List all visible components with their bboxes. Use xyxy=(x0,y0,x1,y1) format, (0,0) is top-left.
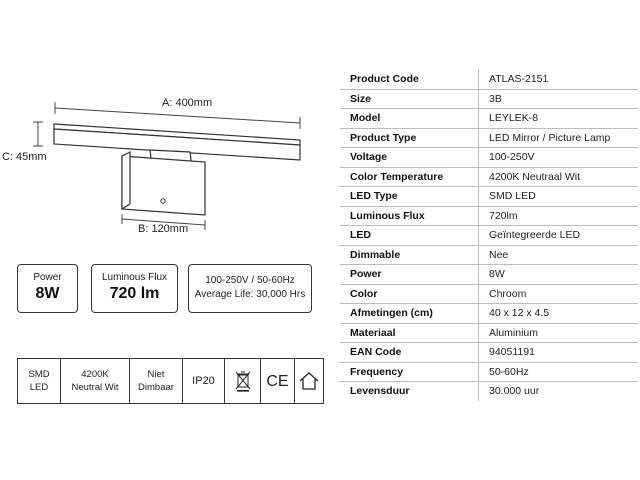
spec-value: 8W xyxy=(479,265,639,285)
weee-bin-icon xyxy=(235,370,251,392)
house-icon xyxy=(298,371,320,391)
spec-row xyxy=(340,382,638,401)
spec-key: Luminous Flux xyxy=(340,206,479,226)
dimbaar-label: Dimbaar xyxy=(138,382,174,393)
lamp-dimension-diagram xyxy=(0,0,330,250)
b-dimension-label: B: 120mm xyxy=(138,223,189,235)
flux-title: Luminous Flux xyxy=(101,272,168,283)
ip-label: IP20 xyxy=(192,374,215,387)
spec-row xyxy=(340,109,638,129)
spec-value: 4200K Neutraal Wit xyxy=(479,167,639,187)
smd-label: SMD xyxy=(28,369,50,380)
spec-value: LEYLEK-8 xyxy=(479,109,639,129)
spec-value: 3B xyxy=(479,89,639,109)
spec-key: Color Temperature xyxy=(340,167,479,187)
luminous-flux-box xyxy=(91,264,178,313)
spec-row xyxy=(340,362,638,382)
c-dimension-label: C: 45mm xyxy=(2,151,47,163)
indoor-cell xyxy=(295,359,323,403)
spec-value: Geïntegreerde LED xyxy=(479,226,639,246)
a-dimension-label: A: 400mm xyxy=(162,97,213,109)
dimmable-cell xyxy=(130,359,183,403)
power-title: Power xyxy=(33,272,62,283)
neutral-label: Neutral Wit xyxy=(71,382,119,393)
average-life-line: Average Life: 30,000 Hrs xyxy=(194,289,306,300)
color-temp-cell xyxy=(61,359,130,403)
spec-value: 100-250V xyxy=(479,148,639,168)
specification-table xyxy=(340,70,638,401)
spec-key: Size xyxy=(340,89,479,109)
spec-row xyxy=(340,70,638,89)
spec-key: Color xyxy=(340,284,479,304)
spec-key: Levensduur xyxy=(350,385,410,398)
spec-value: 94051191 xyxy=(479,343,639,363)
spec-key: LED xyxy=(340,226,479,246)
spec-row xyxy=(340,148,638,168)
spec-key: Frequency xyxy=(340,362,479,382)
spec-key: LED Type xyxy=(340,187,479,207)
power-value: 8W xyxy=(35,285,60,302)
lamp-drawing xyxy=(0,0,330,250)
spec-row xyxy=(340,245,638,265)
spec-key: Dimmable xyxy=(340,245,479,265)
spec-value: 30.000 uur xyxy=(479,382,639,401)
spec-value: Chroom xyxy=(479,284,639,304)
temp-label: 4200K xyxy=(81,369,109,380)
spec-row xyxy=(340,206,638,226)
voltage-box xyxy=(188,264,312,313)
a-dimension-line xyxy=(55,108,300,123)
spec-value: 40 x 12 x 4.5 xyxy=(479,304,639,324)
spec-key: Product Type xyxy=(340,128,479,148)
led-label: LED xyxy=(29,382,49,393)
spec-key: Voltage xyxy=(340,148,479,168)
spec-key: EAN Code xyxy=(340,343,479,363)
spec-value: ATLAS-2151 xyxy=(479,70,639,89)
weee-cell xyxy=(225,359,261,403)
spec-row xyxy=(340,128,638,148)
spec-key: Model xyxy=(340,109,479,129)
smd-led-cell xyxy=(18,359,61,403)
voltage-line1: 100-250V / 50-60Hz xyxy=(205,275,295,286)
spec-row xyxy=(340,187,638,207)
spec-value: Aluminium xyxy=(479,323,639,343)
spec-key: Power xyxy=(340,265,479,285)
spec-row xyxy=(340,343,638,363)
spec-row xyxy=(340,323,638,343)
power-box xyxy=(17,264,78,313)
spec-key: Afmetingen (cm) xyxy=(340,304,479,324)
ce-cell xyxy=(261,359,295,403)
spec-row xyxy=(340,89,638,109)
spec-row xyxy=(340,167,638,187)
spec-row xyxy=(340,304,638,324)
spec-value: Nee xyxy=(479,245,639,265)
ce-mark: CE xyxy=(266,372,289,390)
spec-value: 720lm xyxy=(479,206,639,226)
spec-value: LED Mirror / Picture Lamp xyxy=(479,128,639,148)
feature-icon-row xyxy=(17,358,324,404)
flux-value: 720 lm xyxy=(109,285,160,302)
spec-row xyxy=(340,284,638,304)
ip-rating-cell xyxy=(183,359,225,403)
spec-row xyxy=(340,226,638,246)
spec-value: SMD LED xyxy=(479,187,639,207)
spec-row xyxy=(340,265,638,285)
niet-label: Niet xyxy=(147,369,165,380)
spec-key: Product Code xyxy=(340,70,479,89)
spec-key: Materiaal xyxy=(340,323,479,343)
spec-value: 50-60Hz xyxy=(479,362,639,382)
mounting-plate xyxy=(122,156,205,215)
